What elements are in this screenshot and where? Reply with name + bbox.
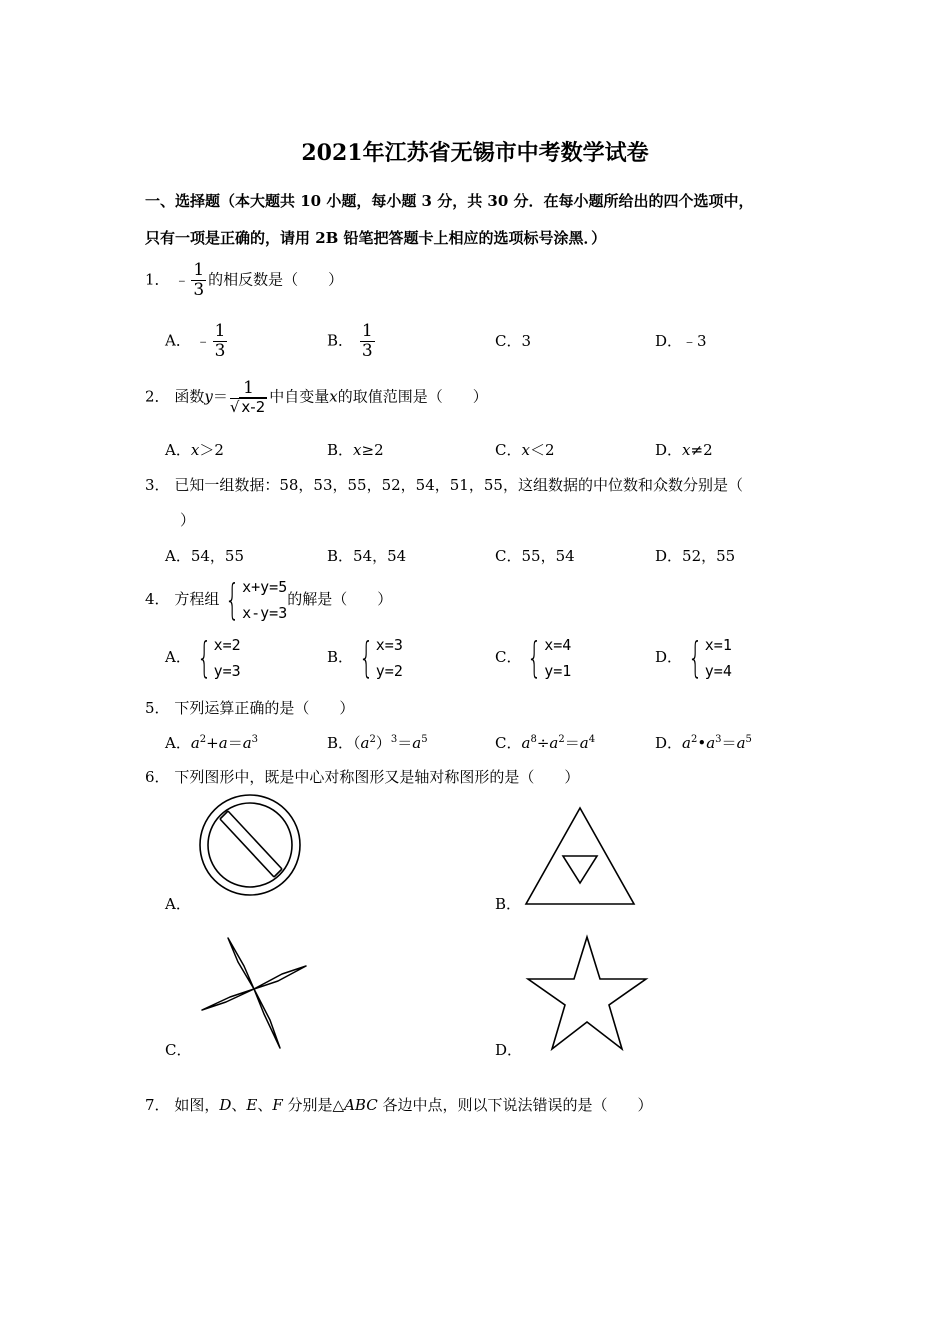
option-label: A． xyxy=(165,547,191,565)
math-expression: $a^8\div a^2=a^4$ xyxy=(521,734,596,752)
brace-icon: { xyxy=(225,575,241,624)
fraction xyxy=(230,380,267,415)
option-text: 3 xyxy=(521,332,532,350)
numerator: 1 xyxy=(361,321,373,341)
option-label: A． xyxy=(165,648,191,666)
solution-line-2: y=2 xyxy=(375,662,403,680)
option-label: B． xyxy=(327,441,354,459)
q5-option-d xyxy=(655,732,752,753)
variable: y xyxy=(204,387,213,406)
q2-option-a xyxy=(165,439,224,460)
option-text: ﹣3 xyxy=(682,332,707,350)
five-pointed-star-icon xyxy=(526,935,648,1051)
solution-line-2: y=1 xyxy=(544,662,572,680)
q5-option-a xyxy=(165,732,258,753)
question-4 xyxy=(145,574,392,626)
point-d: D xyxy=(219,1096,232,1114)
section-instructions-line2: 只有一项是正确的，请用 2B 铅笔把答题卡上相应的选项标号涂黑．） xyxy=(145,229,607,247)
option-label: A． xyxy=(165,441,191,459)
q2-option-c xyxy=(495,439,555,460)
question-number: 4． xyxy=(145,590,170,608)
numerator: 1 xyxy=(214,321,226,341)
solution-line-1: x=3 xyxy=(375,636,403,654)
option-text: ＞2 xyxy=(199,441,224,459)
q3-option-a xyxy=(165,545,244,566)
fraction xyxy=(213,323,228,360)
variable: x xyxy=(329,387,338,406)
q1-option-d xyxy=(655,330,707,351)
option-label: B． xyxy=(327,547,354,565)
radicand: x-2 xyxy=(241,398,266,416)
option-label: B． xyxy=(327,734,354,752)
q6-option-a-label: A． xyxy=(165,895,191,913)
option-text: 55，54 xyxy=(521,547,575,565)
option-label: D． xyxy=(655,441,683,459)
q4-option-a xyxy=(165,632,241,684)
solution-system xyxy=(191,632,241,684)
square-root: √ x-2 xyxy=(229,398,266,416)
question-stem: 各边中点，则以下说法错误的是（ ） xyxy=(377,1096,653,1114)
equation-system xyxy=(219,574,287,626)
question-1 xyxy=(145,262,343,299)
question-stem: 如图， xyxy=(174,1096,220,1114)
question-6 xyxy=(145,766,579,787)
triangle-in-triangle-icon xyxy=(524,806,636,906)
equation-1: x+y=5 xyxy=(242,578,288,596)
option-text: 52，55 xyxy=(682,547,736,565)
solution-line-1: x=1 xyxy=(704,636,732,654)
section-instructions-line1: 一、选择题（本大题共 10 小题，每小题 3 分，共 30 分．在每小题所给出的四个选项中， xyxy=(145,192,754,210)
question-stem: 的解是（ ） xyxy=(287,590,393,608)
question-7 xyxy=(145,1094,653,1115)
brace-icon: { xyxy=(527,633,543,682)
question-stem: 已知一组数据：58，53，55，52，54，51，55，这组数据的中位数和众数分别是（ xyxy=(174,476,743,494)
option-text: ≥2 xyxy=(361,441,384,459)
q4-option-c xyxy=(495,632,571,684)
q1-option-b xyxy=(327,323,377,360)
separator: 、 xyxy=(257,1096,273,1114)
denominator: 3 xyxy=(214,341,226,361)
variable: x xyxy=(682,441,691,459)
solution-system xyxy=(682,632,732,684)
minus-sign: ﹣ xyxy=(174,270,190,289)
separator: 、 xyxy=(231,1096,247,1114)
question-stem: 下列图形中，既是中心对称图形又是轴对称图形的是（ ） xyxy=(174,768,580,786)
q5-option-c xyxy=(495,732,595,753)
q6-option-d-label: D． xyxy=(495,1041,523,1059)
brace-icon: { xyxy=(196,633,212,682)
option-label: D． xyxy=(655,648,683,666)
q5-option-b xyxy=(327,732,428,753)
option-text: 54，55 xyxy=(190,547,245,565)
q1-option-a xyxy=(165,323,229,360)
option-label: C． xyxy=(495,547,522,565)
equation-2: x-y=3 xyxy=(242,604,288,622)
equals-sign: ＝ xyxy=(212,387,228,406)
variable: x xyxy=(521,441,530,459)
variable: x xyxy=(353,441,362,459)
q1-option-c xyxy=(495,330,531,351)
solution-system xyxy=(353,632,403,684)
question-stem: 的相反数是（ ） xyxy=(208,270,344,289)
option-label: A． xyxy=(165,734,191,752)
q3-option-c xyxy=(495,545,575,566)
option-label: C． xyxy=(495,332,522,350)
q3-option-b xyxy=(327,545,406,566)
option-text: 54，54 xyxy=(353,547,407,565)
triangle-abc: ABC xyxy=(344,1096,378,1114)
numerator: 1 xyxy=(230,380,267,399)
question-number: 6． xyxy=(145,768,170,786)
option-label: D． xyxy=(655,734,683,752)
math-expression: $a^2+a=a^3$ xyxy=(190,734,259,752)
q2-option-b xyxy=(327,439,384,460)
fraction xyxy=(191,262,206,299)
solution-line-2: y=3 xyxy=(213,662,241,680)
option-label: C． xyxy=(495,734,522,752)
page-title: 2021年江苏省无锡市中考数学试卷 xyxy=(301,140,649,166)
solution-line-1: x=2 xyxy=(213,636,241,654)
q2-option-d xyxy=(655,439,713,460)
variable: x xyxy=(190,441,200,459)
question-stem: 下列运算正确的是（ ） xyxy=(174,699,355,717)
question-5 xyxy=(145,697,354,718)
no-entry-circle-icon xyxy=(198,797,308,897)
option-label: A． xyxy=(165,331,191,350)
question-number: 1． xyxy=(145,270,170,289)
question-stem: 分别是△ xyxy=(282,1096,345,1114)
solution-line-2: y=4 xyxy=(704,662,732,680)
question-stem-continued: ） xyxy=(180,511,196,529)
option-label: D． xyxy=(655,332,683,350)
question-number: 5． xyxy=(145,699,170,717)
question-number: 2． xyxy=(145,387,170,406)
option-text: ＜2 xyxy=(529,441,555,459)
solution-system xyxy=(521,632,571,684)
option-text: ≠2 xyxy=(690,441,713,459)
math-expression: $(a^2)^3=a^5$ xyxy=(353,734,428,752)
q4-option-b xyxy=(327,632,403,684)
q6-option-c-label: C． xyxy=(165,1041,192,1059)
question-stem: 函数 xyxy=(174,387,205,406)
question-stem: 方程组 xyxy=(174,590,220,608)
brace-icon: { xyxy=(359,633,374,682)
numerator: 1 xyxy=(193,260,205,280)
q3-option-d xyxy=(655,545,735,566)
option-label: D． xyxy=(655,547,683,565)
question-2 xyxy=(145,380,488,415)
denominator: 3 xyxy=(193,280,205,300)
point-e: E xyxy=(246,1096,258,1114)
fraction xyxy=(360,323,375,360)
pinwheel-icon xyxy=(198,936,310,1050)
point-f: F xyxy=(272,1096,283,1114)
question-stem: 的取值范围是（ ） xyxy=(337,387,488,406)
question-3 xyxy=(145,474,743,495)
denominator: 3 xyxy=(361,341,373,361)
question-number: 3． xyxy=(145,476,170,494)
option-label: C． xyxy=(495,648,522,666)
option-label: B． xyxy=(327,648,354,666)
option-label: C． xyxy=(495,441,522,459)
q6-option-b-label: B． xyxy=(495,895,522,913)
option-label: B． xyxy=(327,331,354,350)
solution-line-1: x=4 xyxy=(544,636,572,654)
math-expression: $a^2•a^3=a^5$ xyxy=(682,734,752,752)
minus-sign: ﹣ xyxy=(195,331,211,350)
q4-option-d xyxy=(655,632,732,684)
question-number: 7． xyxy=(145,1096,170,1114)
question-stem: 中自变量 xyxy=(269,387,330,406)
brace-icon: { xyxy=(688,633,703,682)
